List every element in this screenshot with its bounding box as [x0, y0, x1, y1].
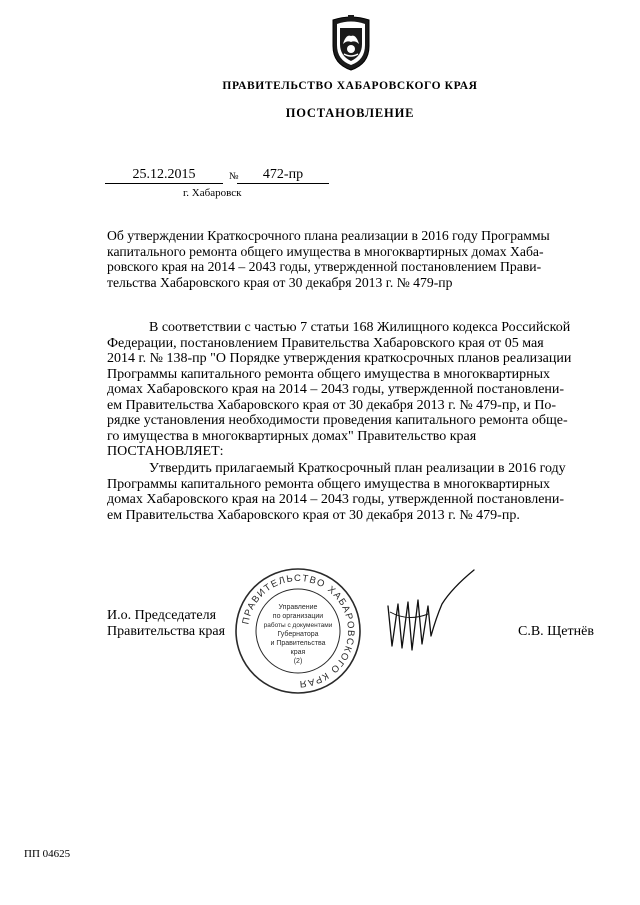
stamp-inner-line: по организации [272, 613, 324, 620]
stamp-ring-text: ПРАВИТЕЛЬСТВО ХАБАРОВСКОГО КРАЯ [240, 572, 357, 690]
resolves-keyword: ПОСТАНОВЛЯЕТ: [107, 444, 224, 459]
stamp-inner-line: Управление [278, 604, 318, 611]
body-paragraph-resolution [107, 461, 566, 523]
stamp-inner-line: работы с документами [263, 622, 333, 629]
handwritten-signature [378, 566, 478, 656]
body-line: ем Правительства Хабаровского края от 30 декабря 2013 г. № 479-пр. [107, 507, 520, 523]
stamp-inner-line: и Правительства [270, 640, 326, 647]
document-date: 25.12.2015 [105, 167, 223, 184]
subject-line: тельства Хабаровского края от 30 декабря 2013 г. № 479-пр [107, 274, 453, 290]
signer-title-line: Правительства края [107, 623, 226, 639]
signer-title [107, 608, 225, 639]
signer-name: С.В. Щетнёв [518, 624, 594, 639]
body-line: Утвердить прилагаемый Краткосрочный план реализации в 2016 году [149, 461, 566, 476]
official-stamp [234, 567, 362, 695]
subject-line: капитального ремонта общего имущества в многоквартирных домах Хаба- [107, 243, 544, 259]
document-city: г. Хабаровск [183, 187, 242, 199]
number-sign: № [229, 171, 239, 182]
document-subject [107, 228, 550, 290]
body-line: В соответствии с частью 7 статьи 168 Жилищного кодекса Российской [149, 320, 571, 335]
stamp-inner-line: края [290, 649, 306, 656]
body-line: домах Хабаровского края на 2014 – 2043 годы, утвержденной постановлени- [107, 492, 565, 507]
document-number: 472-пр [237, 167, 329, 184]
signer-title-line: И.о. Председателя [107, 608, 217, 623]
body-line: Программы капитального ремонта общего имущества в многоквартирных [107, 366, 551, 382]
body-line: ем Правительства Хабаровского края от 30 декабря 2013 г. № 479-пр, и По- [107, 397, 557, 413]
body-line: 2014 г. № 138-пр "О Порядке утверждения краткосрочных планов реализации [107, 351, 572, 366]
document-type: ПОСТАНОВЛЕНИЕ [285, 106, 415, 120]
stamp-inner-line: (2) [293, 658, 303, 665]
document-code: ПП 04625 [24, 848, 71, 860]
coat-of-arms-emblem [328, 14, 374, 72]
subject-line: Об утверждении Краткосрочного плана реализации в 2016 году Программы [107, 228, 550, 243]
subject-line: ровского края на 2014 – 2043 годы, утвержденной постановлением Прави- [107, 259, 542, 274]
body-line: го имущества в многоквартирных домах" Правительство края [107, 428, 477, 444]
body-line: Федерации, постановлением Правительства Хабаровского края от 05 мая [107, 335, 544, 351]
body-paragraph-preamble [107, 320, 572, 460]
body-line: домах Хабаровского края на 2014 – 2043 годы, утвержденной постановлени- [107, 382, 565, 397]
body-line: Программы капитального ремонта общего имущества в многоквартирных [107, 476, 551, 492]
body-line: рядке установления необходимости проведения капитального ремонта обще- [107, 413, 568, 428]
government-title: ПРАВИТЕЛЬСТВО ХАБАРОВСКОГО КРАЯ [222, 80, 478, 92]
stamp-inner-line: Губернатора [277, 631, 319, 638]
